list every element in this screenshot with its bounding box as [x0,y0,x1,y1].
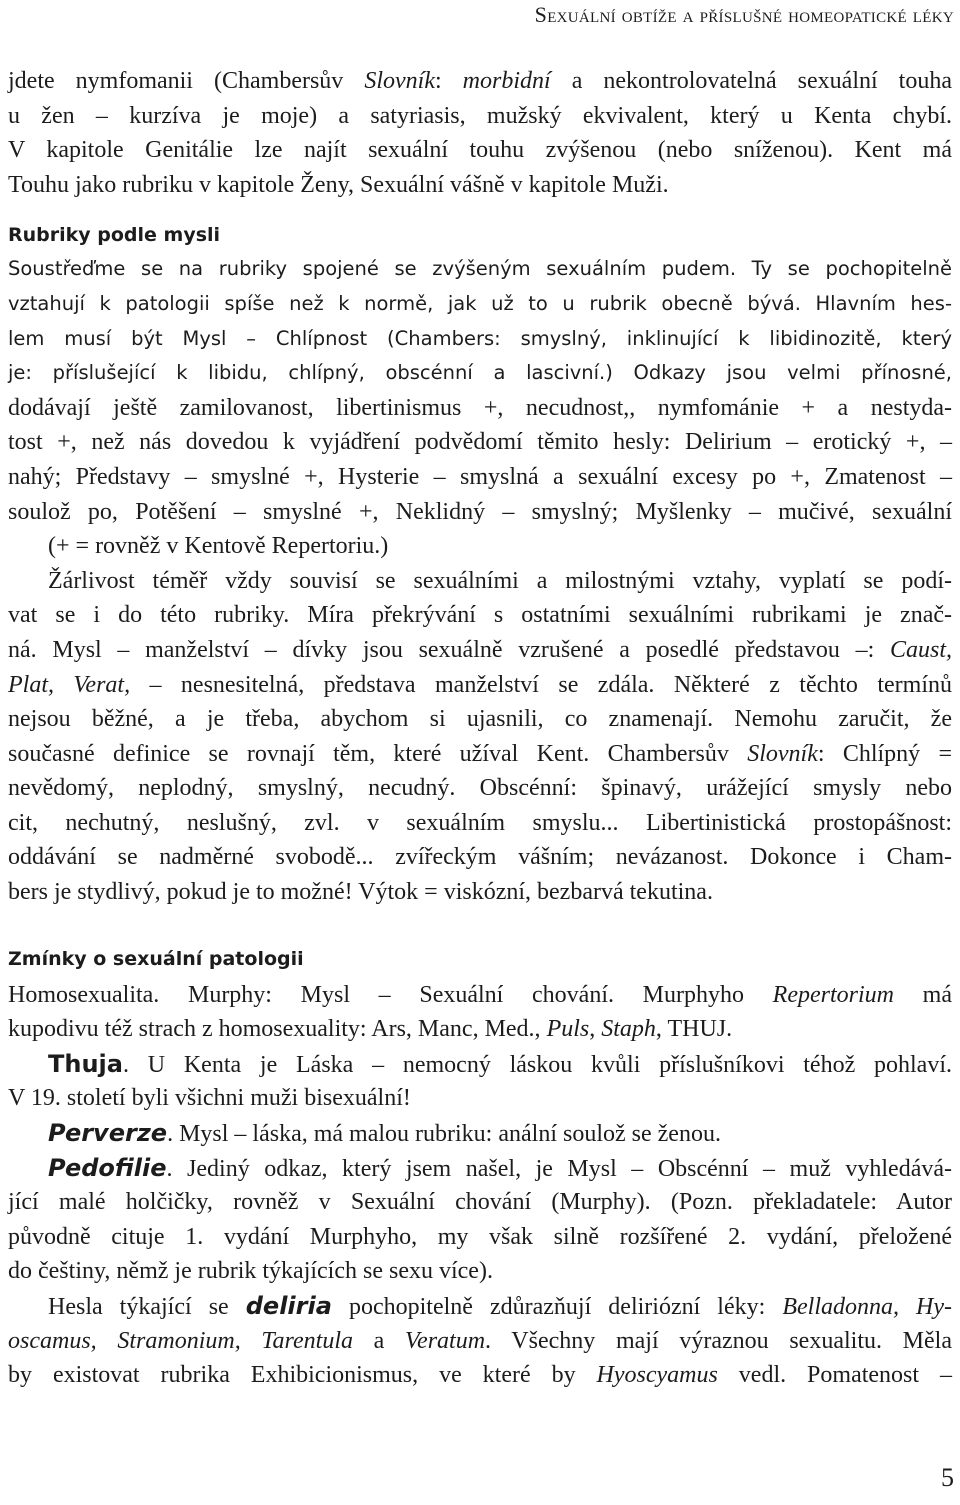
text-line: jdete nymfomanii (Chambersův Slovník: morbidní a nekontrolovatelná sexuální touha [8,68,952,94]
section-heading: Zmínky o sexuální patologii [8,947,304,970]
text-line: nejsou běžné, a je třeba, abychom si ujasnili, co znamenají. Nemohu zaručit, že [8,706,952,733]
italic-term: Plat, Verat, [8,671,131,698]
text-line: Žárlivost téměř vždy souvisí se sexuálními a milostnými vztahy, vyplatí se podí- [48,567,952,594]
text-line: původně cituje 1. vydání Murphyho, my však silně rozšířené 2. vydání, přeložené [8,1223,952,1250]
text-line: bers je stydlivý, pokud je to možné! Výtok = viskózní, bezbarvá tekutina. [8,879,713,906]
italic-term: Hyoscyamus [596,1362,718,1389]
text-line: dodávají ještě zamilovanost, libertinismus +, necudnost,, nymfománie + a nestyda- [8,394,952,421]
text-line: soulož po, Potěšení – smyslné +, Neklidný – smyslný; Myšlenky – mučivé, sexuální [8,498,952,525]
text-line: Homosexualita. Murphy: Mysl – Sexuální chování. Murphyho Repertorium má [8,981,952,1008]
text-line: nahý; Představy – smyslné +, Hysterie – smyslná a sexuální excesy po +, Zmatenost – [8,463,952,490]
text-line: Perverze. Mysl – láska, má malou rubriku: anální soulož se ženou. [48,1119,721,1148]
italic-term: Repertorium [772,981,894,1008]
text-line: kupodivu též strach z homosexuality: Ars, Manc, Med., Puls, Staph, THUJ. [8,1016,733,1043]
text-line: jící malé holčičky, rovněž v Sexuální chování (Murphy). (Pozn. překladatele: Autor [8,1189,952,1216]
text-line: je: příslušející k libidu, chlípný, obscénní a lascivní.) Odkazy jsou velmi přínosné, [8,361,952,385]
running-header: Sexuální obtíže a příslušné homeopatické léky [534,2,954,27]
text-line: Thuja. U Kenta je Láska – nemocný láskou kvůli příslušníkovi téhož pohlaví. [48,1049,952,1078]
italic-term: morbidní [462,68,551,94]
italic-term: oscamus, Stramonium, Tarentula [8,1327,353,1354]
page-content [8,64,952,1393]
text-line: Touhu jako rubriku v kapitole Ženy, Sexuální vášně v kapitole Muži. [8,171,669,198]
text-line: Pedofilie. Jediný odkaz, který jsem našel, je Mysl – Obscénní – muž vyhledává- [48,1153,952,1182]
keyword: Perverze [48,1119,168,1148]
keyword: Pedofilie [48,1153,167,1182]
italic-term: Slovník [747,740,818,767]
text-line: cit, nechutný, neslušný, zvl. v sexuálním smyslu... Libertinistická prostopášnost: [8,809,952,836]
text-line: oscamus, Stramonium, Tarentula a Veratum. Všechny mají výraznou sexualitu. Měla [8,1327,952,1354]
paragraph [8,252,952,390]
page-number: 5 [941,1463,954,1492]
text-line: současné definice se rovnají těm, které užíval Kent. Chambersův Slovník: Chlípný = [8,740,953,767]
text-line: V 19. století byli všichni muži bisexuální! [8,1085,411,1112]
paragraph [8,978,952,1393]
keyword: Thuja [48,1049,123,1078]
text-line: vztahují k patologii spíše než k normě, jak už to u rubrik obecně bývá. Hlavním hes- [8,291,952,315]
text-line: V kapitole Genitálie lze najít sexuální touhu zvýšenou (nebo sníženou). Kent má [8,137,952,164]
italic-term: Belladonna, Hy- [782,1294,953,1320]
text-line: Hesla týkající se deliria pochopitelně zdůrazňují deliriózní léky: Belladonna, Hy- [48,1292,953,1320]
keyword: deliria [245,1292,332,1320]
text-line: vat se i do této rubriky. Míra překrývání s ostatními sexuálními rubrikami je znač- [8,602,952,629]
italic-term: Veratum [405,1327,486,1354]
section-heading: Rubriky podle mysli [8,224,221,247]
text-line: (+ = rovněž v Kentově Repertoriu.) [48,533,389,560]
text-line: nevědomý, neplodný, smyslný, necudný. Obscénní: špinavý, urážející smysly nebo [8,775,952,802]
text-line: by existovat rubrika Exhibicionismus, ve které by Hyoscyamus vedl. Pomatenost – [8,1362,952,1389]
text-line: do češtiny, němž je rubrik týkajících se sexu více). [8,1258,493,1285]
text-line: ná. Mysl – manželství – dívky jsou sexuálně vzrušené a posedlé představou –: Caust, [8,636,952,663]
paragraph [8,391,952,910]
text-line: oddávání se nadměrné svobodě... zvířeckým vášním; nevázanost. Dokonce i Cham- [8,844,952,871]
text-line: lem musí být Mysl – Chlípnost (Chambers: smyslný, inklinující k libidinozitě, který [8,326,952,350]
paragraph [8,64,952,202]
text-line: Soustřeďme se na rubriky spojené se zvýšeným sexuálním pudem. Ty se pochopitelně [8,257,952,281]
text-line: u žen – kurzíva je moje) a satyriasis, mužský ekvivalent, který u Kenta chybí. [8,102,952,129]
italic-term: Puls [546,1016,590,1043]
italic-term: Caust, [889,636,952,663]
italic-term: Staph [601,1016,656,1043]
text-line: tost +, než nás dovedou k vyjádření podvědomí těmito hesly: Delirium – erotický +, – [8,429,952,456]
text-line: Plat, Verat, – nesnesitelná, představa manželství se zdála. Některé z těchto termínů [8,671,952,698]
italic-term: Slovník [364,68,435,94]
